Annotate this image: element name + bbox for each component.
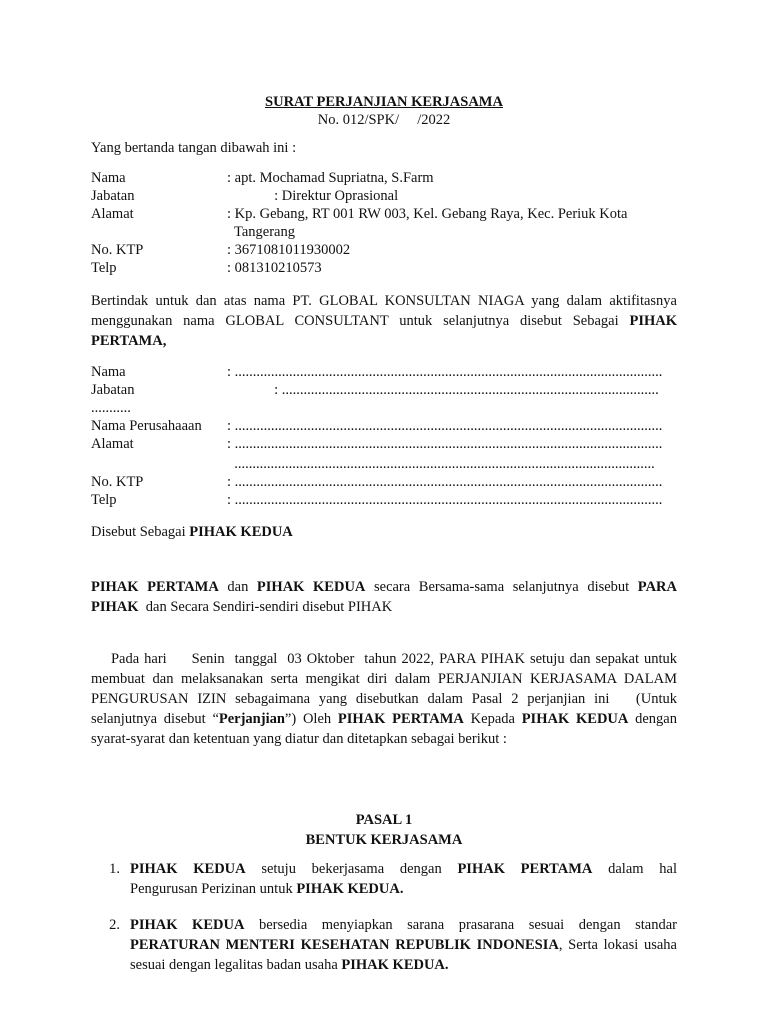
party1-statement: Bertindak untuk dan atas nama PT. GLOBAL KONSULTAN NIAGA yang dalam aktifitasnya menggunakan nama GLOBAL CONSULTANT untuk selanjutnya disebut Sebagai PIHAK PERTAMA, bbox=[91, 293, 677, 349]
party2-row-ktp: No. KTP : ...................................................................................................................... bbox=[91, 474, 663, 490]
party1-row-telp: Telp : 081310210573 bbox=[91, 260, 322, 276]
party1-row-name: Nama : apt. Mochamad Supriatna, S.Farm bbox=[91, 170, 434, 186]
party1-fields bbox=[91, 169, 677, 277]
party2-fields bbox=[91, 363, 677, 509]
party1-row-jabatan: Jabatan : Direktur Oprasional bbox=[91, 188, 399, 204]
document-title: SURAT PERJANJIAN KERJASAMA bbox=[265, 94, 503, 110]
party1-row-alamat: Alamat : Kp. Gebang, RT 001 RW 003, Kel. Gebang Raya, Kec. Periuk Kota bbox=[91, 206, 628, 222]
party1-row-ktp: No. KTP : 3671081011930002 bbox=[91, 242, 351, 258]
pasal1-item-2: 2. PIHAK KEDUA bersedia menyiapkan sarana prasarana sesuai dengan standar PERATURAN MENTERI KESEHATAN REPUBLIK INDONESIA, Serta lokasi usaha sesuai dengan legalitas badan usaha PIHAK KEDUA. bbox=[109, 917, 681, 973]
party2-called: Disebut Sebagai PIHAK KEDUA bbox=[91, 524, 293, 540]
party2-row-alamat: Alamat : ...................................................................................................................... bbox=[91, 436, 663, 452]
agreement-paragraph: Pada hari Senin tanggal 03 Oktober tahun 2022, PARA PIHAK setuju dan sepakat untuk membuat dan melaksanakan serta mengikat diri dalam PERJANJIAN KERJASAMA DALAM PENGURUSAN IZIN sebagaimana yang disebutkan dalam Pasal 2 perjanjian ini (Untuk selanjutnya disebut “Perjanjian”) Oleh PIHAK PERTAMA Kepada PIHAK KEDUA dengan syarat-syarat dan ketentuan yang diatur dan ditetapkan sebagai berikut : bbox=[91, 651, 681, 747]
pasal1-item-1: 1. PIHAK KEDUA setuju bekerjasama dengan PIHAK PERTAMA dalam hal Pengurusan Perizinan untuk PIHAK KEDUA. bbox=[109, 861, 681, 897]
party2-row-jabatan-cont: ........... bbox=[91, 400, 131, 416]
document-number: No. 012/SPK/ /2022 bbox=[317, 112, 451, 128]
intro-text: Yang bertanda tangan dibawah ini : bbox=[91, 140, 297, 156]
document-page bbox=[91, 93, 681, 975]
party2-row-alamat-cont: .................................................................................................................... bbox=[227, 456, 655, 472]
party2-row-telp: Telp : ...................................................................................................................... bbox=[91, 492, 663, 508]
party2-row-company: Nama Perusahaaan : ...................................................................................................................... bbox=[91, 418, 663, 434]
pasal1-subheading: BENTUK KERJASAMA bbox=[305, 832, 463, 848]
party2-row-jabatan: Jabatan : ........................................................................................................ bbox=[91, 382, 659, 398]
pasal1-heading: PASAL 1 bbox=[355, 812, 413, 828]
party2-row-name: Nama : ...................................................................................................................... bbox=[91, 364, 663, 380]
party1-row-alamat-cont: Tangerang bbox=[227, 224, 295, 240]
para-pihak-paragraph: PIHAK PERTAMA dan PIHAK KEDUA secara Bersama-sama selanjutnya disebut PARA PIHAK dan Secara Sendiri-sendiri disebut PIHAK bbox=[91, 579, 677, 615]
